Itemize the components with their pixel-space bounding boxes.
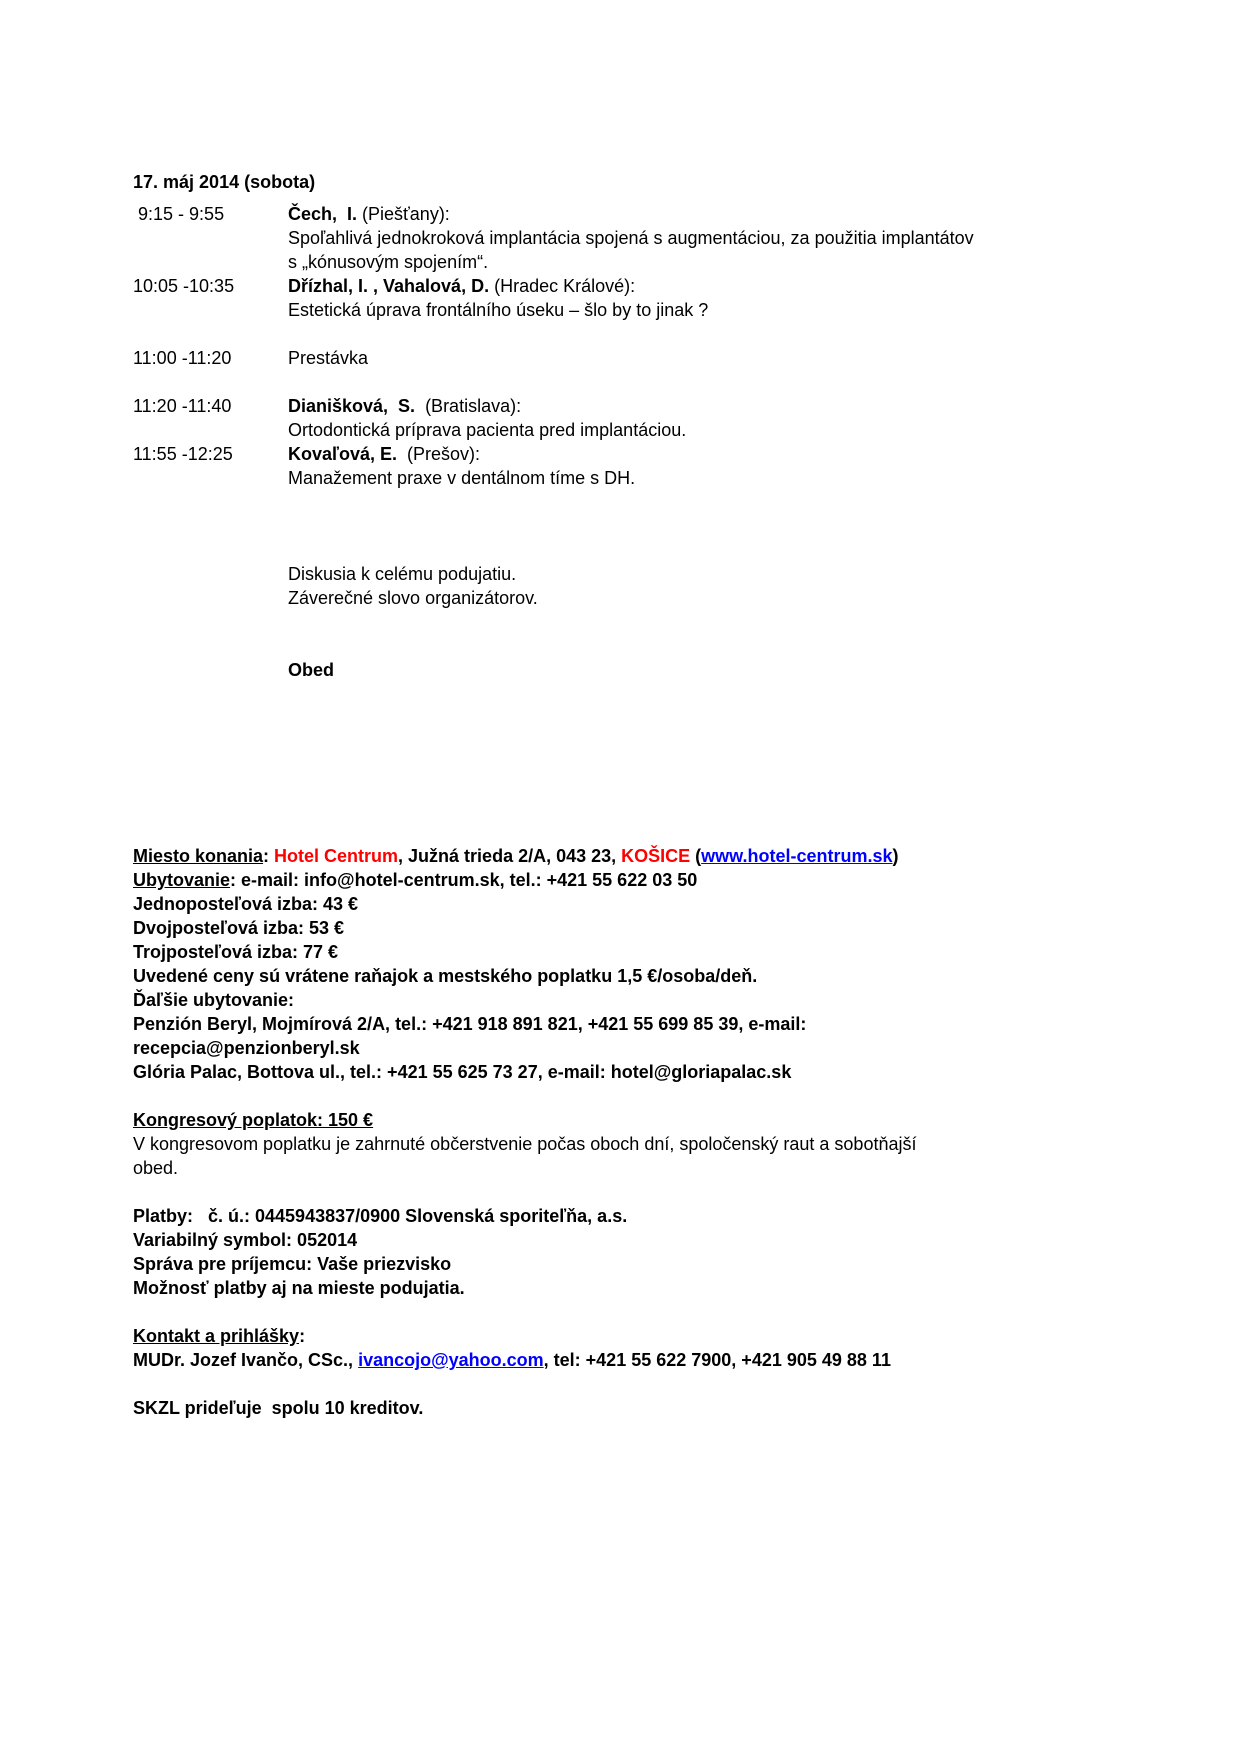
fee-line	[133, 1108, 1110, 1132]
session-time: 9:15 - 9:55	[133, 204, 225, 224]
closing-line: Diskusia k celému podujatiu.	[288, 564, 517, 584]
date-heading: 17. máj 2014 (sobota)	[133, 172, 316, 192]
schedule-row	[133, 394, 1110, 442]
speaker-name: Dianišková, S.	[288, 396, 416, 416]
speaker-name: Kovaľová, E.	[288, 444, 397, 464]
schedule-row	[133, 346, 1110, 370]
accommodation-label: Ubytovanie	[133, 870, 231, 890]
payment-onsite-note: Možnosť platby aj na mieste podujatia.	[133, 1278, 465, 1298]
closing-line: Záverečné slovo organizátorov.	[288, 588, 538, 608]
schedule-row	[133, 442, 1110, 490]
session-title: Estetická úprava frontálního úseku – šlo by to jinak ?	[288, 300, 709, 320]
session-header	[288, 202, 1110, 226]
penzion-beryl-email: recepcia@penzionberyl.sk	[133, 1038, 360, 1058]
contact-person: MUDr. Jozef Ivančo, CSc.,	[133, 1350, 359, 1370]
fee-description: V kongresovom poplatku je zahrnuté občerstvenie počas oboch dní, spoločenský raut a sobotňajší	[133, 1134, 917, 1154]
session-title: s „kónusovým spojením“.	[288, 252, 489, 272]
venue-city: KOŠICE	[621, 846, 691, 866]
session-header	[288, 274, 1110, 298]
contact-heading: Kontakt a prihlášky:	[133, 1326, 306, 1346]
speaker-place: (Prešov):	[396, 444, 480, 464]
speaker-name: Čech, I.	[288, 204, 358, 224]
break-label: Prestávka	[288, 348, 369, 368]
contact-line	[133, 1348, 1110, 1372]
speaker-place: (Hradec Králové):	[489, 276, 636, 296]
session-time: 11:20 -11:40	[133, 396, 232, 416]
venue-hotel-name: Hotel Centrum	[274, 846, 399, 866]
session-title: Ortodontická príprava pacienta pred implantáciou.	[288, 420, 687, 440]
fee-description: obed.	[133, 1158, 179, 1178]
price-note: Uvedené ceny sú vrátene raňajok a mestského poplatku 1,5 €/osoba/deň.	[133, 966, 758, 986]
credits-note: SKZL prideľuje spolu 10 kreditov.	[133, 1398, 424, 1418]
speaker-place: (Bratislava):	[415, 396, 522, 416]
payment-message: Správa pre príjemcu: Vaše priezvisko	[133, 1254, 452, 1274]
session-header	[288, 394, 1110, 418]
venue-line: Miesto konania: Hotel Centrum, Južná trieda 2/A, 043 23, KOŠICE (www.hotel-centrum.sk)	[133, 846, 899, 866]
speaker-place: (Piešťany):	[357, 204, 450, 224]
schedule-row	[133, 202, 1110, 274]
contact-label: Kontakt a prihlášky	[133, 1326, 300, 1346]
speaker-name: Dřízhal, I. , Vahalová, D.	[288, 276, 490, 296]
session-title: Spoľahlivá jednokroková implantácia spojená s augmentáciou, za použitia implantátov	[288, 228, 974, 248]
venue-label: Miesto konania	[133, 846, 264, 866]
session-title: Manažement praxe v dentálnom tíme s DH.	[288, 468, 636, 488]
penzion-beryl-info: Penzión Beryl, Mojmírová 2/A, tel.: +421 918 891 821, +421 55 699 85 39, e-mail:	[133, 1014, 807, 1034]
more-accommodation-label: Ďaľšie ubytovanie:	[133, 990, 294, 1010]
session-time: 11:55 -12:25	[133, 444, 233, 464]
payment-variable-symbol: Variabilný symbol: 052014	[133, 1230, 358, 1250]
accommodation-line: Ubytovanie: e-mail: info@hotel-centrum.sk, tel.: +421 55 622 03 50	[133, 870, 698, 890]
lunch-label: Obed	[288, 660, 335, 680]
schedule-row	[133, 274, 1110, 322]
price-double-room: Dvojposteľová izba: 53 €	[133, 918, 344, 938]
fee-label: Kongresový poplatok: 150 €	[133, 1110, 374, 1130]
price-single-room: Jednoposteľová izba: 43 €	[133, 894, 358, 914]
hotel-website-link[interactable]: www.hotel-centrum.sk	[701, 846, 893, 866]
session-time: 11:00 -11:20	[133, 348, 232, 368]
session-time: 10:05 -10:35	[133, 276, 235, 296]
closing-block	[288, 562, 1110, 610]
session-header	[288, 442, 1110, 466]
price-triple-room: Trojposteľová izba: 77 €	[133, 942, 338, 962]
payment-account: Platby: č. ú.: 0445943837/0900 Slovenská sporiteľňa, a.s.	[133, 1206, 628, 1226]
contact-email-link[interactable]: ivancojo@yahoo.com	[358, 1350, 544, 1370]
venue-address: , Južná trieda 2/A, 043 23,	[398, 846, 622, 866]
gloria-palac-info: Glória Palac, Bottova ul., tel.: +421 55 625 73 27, e-mail: hotel@gloriapalac.sk	[133, 1062, 792, 1082]
contact-phones: , tel: +421 55 622 7900, +421 905 49 88 11	[543, 1350, 891, 1370]
